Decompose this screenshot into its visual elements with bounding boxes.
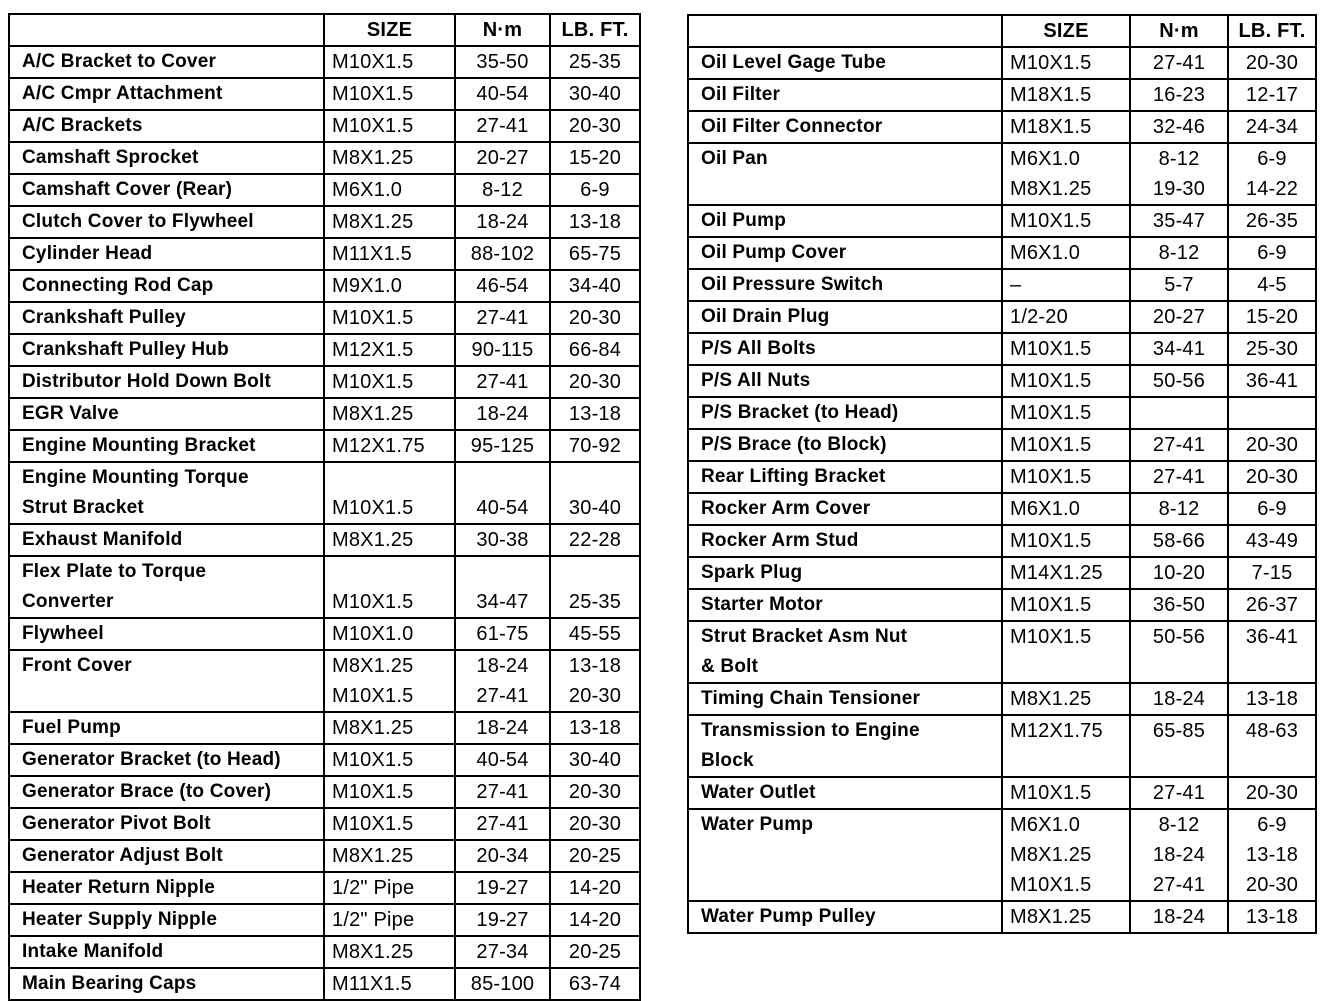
size-cell: M8X1.25 [324, 142, 455, 174]
size-cell: M10X1.0 [324, 618, 455, 650]
size-cell: M8X1.25 [324, 398, 455, 430]
size-cell: M6X1.0 [1002, 237, 1130, 269]
table-row [9, 872, 640, 904]
part-name: Rear Lifting Bracket [688, 461, 1002, 493]
lbft-cell: 65-75 [550, 238, 640, 270]
nm-cell: 61-75 [455, 618, 550, 650]
table-row [9, 968, 640, 1000]
nm-cell: 18-24 27-41 [455, 650, 550, 712]
table-row [9, 142, 640, 174]
lbft-cell: 36-41 [1228, 365, 1316, 397]
part-name: Flywheel [9, 618, 324, 650]
header-nm: N·m [455, 14, 550, 46]
part-name: Generator Brace (to Cover) [9, 776, 324, 808]
part-name: Heater Return Nipple [9, 872, 324, 904]
nm-cell: 27-34 [455, 936, 550, 968]
nm-cell: 20-27 [455, 142, 550, 174]
table-row [688, 461, 1316, 493]
size-cell: M12X1.5 [324, 334, 455, 366]
table-row [688, 809, 1316, 901]
nm-cell: 50-56 [1130, 365, 1228, 397]
size-cell: M8X1.25 [1002, 683, 1130, 715]
table-row [9, 556, 640, 618]
nm-cell: 40-54 [455, 744, 550, 776]
size-cell: M10X1.5 [324, 776, 455, 808]
part-name: Water Outlet [688, 777, 1002, 809]
nm-cell: 16-23 [1130, 79, 1228, 111]
part-name: Generator Adjust Bolt [9, 840, 324, 872]
lbft-cell: 13-18 [550, 206, 640, 238]
size-cell: M12X1.75 [1002, 715, 1130, 777]
table-row [688, 715, 1316, 777]
size-cell: M8X1.25 [324, 840, 455, 872]
size-cell: M18X1.5 [1002, 79, 1130, 111]
part-name: Oil Pan [688, 143, 1002, 205]
size-cell: M10X1.5 [1002, 333, 1130, 365]
lbft-cell: 15-20 [550, 142, 640, 174]
part-name: Oil Pump Cover [688, 237, 1002, 269]
header-size: SIZE [1002, 15, 1130, 47]
size-cell: M6X1.0 M8X1.25 [1002, 143, 1130, 205]
lbft-cell: 20-30 [1228, 429, 1316, 461]
lbft-cell: 13-18 [550, 712, 640, 744]
table-row [9, 366, 640, 398]
size-cell: M10X1.5 [324, 556, 455, 618]
table-row [9, 430, 640, 462]
part-name: Rocker Arm Cover [688, 493, 1002, 525]
part-name: Exhaust Manifold [9, 524, 324, 556]
table-row [9, 462, 640, 524]
nm-cell: 40-54 [455, 462, 550, 524]
table-row [688, 621, 1316, 683]
table-row [688, 901, 1316, 933]
table-row [9, 78, 640, 110]
size-cell: M10X1.5 [324, 808, 455, 840]
size-cell: M6X1.0 M8X1.25 M10X1.5 [1002, 809, 1130, 901]
part-name: Strut Bracket Asm Nut & Bolt [688, 621, 1002, 683]
table-row [688, 683, 1316, 715]
lbft-cell: 15-20 [1228, 301, 1316, 333]
nm-cell: 65-85 [1130, 715, 1228, 777]
nm-cell: 30-38 [455, 524, 550, 556]
nm-cell: 27-41 [455, 110, 550, 142]
table-row [9, 174, 640, 206]
part-name: P/S All Bolts [688, 333, 1002, 365]
lbft-cell [1228, 397, 1316, 429]
part-name: P/S Brace (to Block) [688, 429, 1002, 461]
table-row [688, 493, 1316, 525]
size-cell: M10X1.5 [1002, 589, 1130, 621]
size-cell: M10X1.5 [1002, 397, 1130, 429]
part-name: Intake Manifold [9, 936, 324, 968]
table-row [688, 777, 1316, 809]
nm-cell [1130, 397, 1228, 429]
lbft-cell: 20-25 [550, 936, 640, 968]
part-name: Water Pump [688, 809, 1002, 901]
size-cell: M12X1.75 [324, 430, 455, 462]
part-name: Connecting Rod Cap [9, 270, 324, 302]
lbft-cell: 26-35 [1228, 205, 1316, 237]
lbft-cell: 70-92 [550, 430, 640, 462]
size-cell: M10X1.5 [1002, 205, 1130, 237]
lbft-cell: 22-28 [550, 524, 640, 556]
lbft-cell: 20-25 [550, 840, 640, 872]
lbft-cell: 30-40 [550, 744, 640, 776]
nm-cell: 27-41 [455, 366, 550, 398]
lbft-cell: 6-9 [1228, 493, 1316, 525]
size-cell: M10X1.5 [324, 78, 455, 110]
lbft-cell: 36-41 [1228, 621, 1316, 683]
lbft-cell: 6-9 14-22 [1228, 143, 1316, 205]
lbft-cell: 6-9 [1228, 237, 1316, 269]
part-name: Spark Plug [688, 557, 1002, 589]
size-cell: M6X1.0 [1002, 493, 1130, 525]
nm-cell: 85-100 [455, 968, 550, 1000]
nm-cell: 27-41 [1130, 429, 1228, 461]
nm-cell: 35-47 [1130, 205, 1228, 237]
nm-cell: 35-50 [455, 46, 550, 78]
nm-cell: 88-102 [455, 238, 550, 270]
size-cell: M8X1.25 [1002, 901, 1130, 933]
table-row [688, 111, 1316, 143]
size-cell: M10X1.5 [324, 366, 455, 398]
lbft-cell: 30-40 [550, 462, 640, 524]
part-name: Oil Pressure Switch [688, 269, 1002, 301]
table-row [688, 525, 1316, 557]
header-row [9, 14, 640, 46]
part-name: Generator Pivot Bolt [9, 808, 324, 840]
part-name: Heater Supply Nipple [9, 904, 324, 936]
lbft-cell: 26-37 [1228, 589, 1316, 621]
lbft-cell: 30-40 [550, 78, 640, 110]
part-name: Engine Mounting Bracket [9, 430, 324, 462]
table-row [9, 776, 640, 808]
size-cell: M8X1.25 [324, 524, 455, 556]
header-size: SIZE [324, 14, 455, 46]
size-cell: M10X1.5 [1002, 777, 1130, 809]
table-row [9, 840, 640, 872]
part-name: Oil Level Gage Tube [688, 47, 1002, 79]
size-cell: M10X1.5 [324, 302, 455, 334]
size-cell: M11X1.5 [324, 968, 455, 1000]
nm-cell: 36-50 [1130, 589, 1228, 621]
part-name: Starter Motor [688, 589, 1002, 621]
nm-cell: 18-24 [1130, 901, 1228, 933]
part-name: Camshaft Cover (Rear) [9, 174, 324, 206]
part-name: A/C Brackets [9, 110, 324, 142]
table-row [688, 397, 1316, 429]
nm-cell: 20-27 [1130, 301, 1228, 333]
size-cell: M8X1.25 [324, 206, 455, 238]
size-cell: – [1002, 269, 1130, 301]
lbft-cell: 20-30 [1228, 777, 1316, 809]
size-cell: M10X1.5 [1002, 621, 1130, 683]
table-row [9, 904, 640, 936]
table-row [688, 205, 1316, 237]
lbft-cell: 25-35 [550, 46, 640, 78]
size-cell: M8X1.25 M10X1.5 [324, 650, 455, 712]
torque-table-right [687, 14, 1317, 934]
part-name: Engine Mounting Torque Strut Bracket [9, 462, 324, 524]
lbft-cell: 20-30 [550, 366, 640, 398]
part-name: Flex Plate to Torque Converter [9, 556, 324, 618]
lbft-cell: 20-30 [550, 110, 640, 142]
lbft-cell: 20-30 [1228, 47, 1316, 79]
size-cell: M10X1.5 [324, 462, 455, 524]
lbft-cell: 13-18 20-30 [550, 650, 640, 712]
size-cell: 1/2" Pipe [324, 904, 455, 936]
nm-cell: 27-41 [455, 808, 550, 840]
table-row [688, 429, 1316, 461]
part-name: Water Pump Pulley [688, 901, 1002, 933]
lbft-cell: 14-20 [550, 904, 640, 936]
part-name: Oil Pump [688, 205, 1002, 237]
nm-cell: 34-41 [1130, 333, 1228, 365]
part-name: Crankshaft Pulley Hub [9, 334, 324, 366]
lbft-cell: 45-55 [550, 618, 640, 650]
size-cell: M10X1.5 [324, 46, 455, 78]
lbft-cell: 13-18 [550, 398, 640, 430]
lbft-cell: 63-74 [550, 968, 640, 1000]
nm-cell: 58-66 [1130, 525, 1228, 557]
part-name: Generator Bracket (to Head) [9, 744, 324, 776]
size-cell: M10X1.5 [324, 744, 455, 776]
lbft-cell: 6-9 [550, 174, 640, 206]
nm-cell: 50-56 [1130, 621, 1228, 683]
part-name: Fuel Pump [9, 712, 324, 744]
size-cell: M8X1.25 [324, 936, 455, 968]
size-cell: M14X1.25 [1002, 557, 1130, 589]
nm-cell: 5-7 [1130, 269, 1228, 301]
table-row [688, 47, 1316, 79]
lbft-cell: 34-40 [550, 270, 640, 302]
part-name: Oil Drain Plug [688, 301, 1002, 333]
nm-cell: 8-12 19-30 [1130, 143, 1228, 205]
nm-cell: 27-41 [1130, 47, 1228, 79]
nm-cell: 8-12 18-24 27-41 [1130, 809, 1228, 901]
nm-cell: 8-12 [455, 174, 550, 206]
nm-cell: 10-20 [1130, 557, 1228, 589]
table-row [9, 712, 640, 744]
nm-cell: 32-46 [1130, 111, 1228, 143]
table-row [9, 650, 640, 712]
size-cell: M10X1.5 [324, 110, 455, 142]
part-name: Cylinder Head [9, 238, 324, 270]
nm-cell: 19-27 [455, 872, 550, 904]
nm-cell: 18-24 [1130, 683, 1228, 715]
part-name: P/S Bracket (to Head) [688, 397, 1002, 429]
part-name: Rocker Arm Stud [688, 525, 1002, 557]
table-row [688, 557, 1316, 589]
size-cell: 1/2-20 [1002, 301, 1130, 333]
lbft-cell: 66-84 [550, 334, 640, 366]
nm-cell: 8-12 [1130, 493, 1228, 525]
lbft-cell: 7-15 [1228, 557, 1316, 589]
size-cell: M18X1.5 [1002, 111, 1130, 143]
header-lbft: LB. FT. [550, 14, 640, 46]
table-row [688, 143, 1316, 205]
table-row [9, 808, 640, 840]
table-row [688, 237, 1316, 269]
lbft-cell: 20-30 [550, 302, 640, 334]
lbft-cell: 13-18 [1228, 901, 1316, 933]
part-name: Distributor Hold Down Bolt [9, 366, 324, 398]
nm-cell: 95-125 [455, 430, 550, 462]
part-name: Main Bearing Caps [9, 968, 324, 1000]
nm-cell: 19-27 [455, 904, 550, 936]
nm-cell: 27-41 [455, 776, 550, 808]
table-row [9, 206, 640, 238]
table-row [9, 46, 640, 78]
header-part [688, 15, 1002, 47]
size-cell: M10X1.5 [1002, 525, 1130, 557]
part-name: P/S All Nuts [688, 365, 1002, 397]
table-row [688, 269, 1316, 301]
lbft-cell: 20-30 [1228, 461, 1316, 493]
table-row [688, 589, 1316, 621]
torque-table-left [8, 13, 641, 1001]
nm-cell: 18-24 [455, 398, 550, 430]
part-name: Clutch Cover to Flywheel [9, 206, 324, 238]
size-cell: M10X1.5 [1002, 429, 1130, 461]
lbft-cell: 13-18 [1228, 683, 1316, 715]
lbft-cell: 24-34 [1228, 111, 1316, 143]
table-row [9, 238, 640, 270]
size-cell: M9X1.0 [324, 270, 455, 302]
part-name: Oil Filter Connector [688, 111, 1002, 143]
part-name: A/C Bracket to Cover [9, 46, 324, 78]
lbft-cell: 43-49 [1228, 525, 1316, 557]
table-row [9, 618, 640, 650]
nm-cell: 34-47 [455, 556, 550, 618]
part-name: Oil Filter [688, 79, 1002, 111]
part-name: Timing Chain Tensioner [688, 683, 1002, 715]
table-row [9, 110, 640, 142]
nm-cell: 18-24 [455, 712, 550, 744]
lbft-cell: 14-20 [550, 872, 640, 904]
table-row [9, 936, 640, 968]
part-name: Crankshaft Pulley [9, 302, 324, 334]
header-lbft: LB. FT. [1228, 15, 1316, 47]
part-name: EGR Valve [9, 398, 324, 430]
size-cell: 1/2" Pipe [324, 872, 455, 904]
size-cell: M8X1.25 [324, 712, 455, 744]
nm-cell: 27-41 [1130, 461, 1228, 493]
table-row [9, 524, 640, 556]
part-name: Camshaft Sprocket [9, 142, 324, 174]
table-row [688, 333, 1316, 365]
size-cell: M10X1.5 [1002, 47, 1130, 79]
table-row [688, 79, 1316, 111]
part-name: A/C Cmpr Attachment [9, 78, 324, 110]
left-table-body [9, 46, 640, 1000]
size-cell: M6X1.0 [324, 174, 455, 206]
table-row [688, 365, 1316, 397]
lbft-cell: 48-63 [1228, 715, 1316, 777]
part-name: Front Cover [9, 650, 324, 712]
nm-cell: 8-12 [1130, 237, 1228, 269]
lbft-cell: 4-5 [1228, 269, 1316, 301]
size-cell: M11X1.5 [324, 238, 455, 270]
table-row [9, 302, 640, 334]
nm-cell: 40-54 [455, 78, 550, 110]
table-row [9, 270, 640, 302]
nm-cell: 20-34 [455, 840, 550, 872]
header-nm: N·m [1130, 15, 1228, 47]
lbft-cell: 25-35 [550, 556, 640, 618]
lbft-cell: 20-30 [550, 776, 640, 808]
nm-cell: 27-41 [1130, 777, 1228, 809]
nm-cell: 18-24 [455, 206, 550, 238]
lbft-cell: 12-17 [1228, 79, 1316, 111]
nm-cell: 27-41 [455, 302, 550, 334]
table-row [9, 398, 640, 430]
header-row [688, 15, 1316, 47]
table-row [9, 744, 640, 776]
nm-cell: 90-115 [455, 334, 550, 366]
lbft-cell: 25-30 [1228, 333, 1316, 365]
right-table-body [688, 47, 1316, 933]
lbft-cell: 20-30 [550, 808, 640, 840]
table-row [9, 334, 640, 366]
header-part [9, 14, 324, 46]
lbft-cell: 6-9 13-18 20-30 [1228, 809, 1316, 901]
table-row [688, 301, 1316, 333]
size-cell: M10X1.5 [1002, 365, 1130, 397]
size-cell: M10X1.5 [1002, 461, 1130, 493]
part-name: Transmission to Engine Block [688, 715, 1002, 777]
nm-cell: 46-54 [455, 270, 550, 302]
